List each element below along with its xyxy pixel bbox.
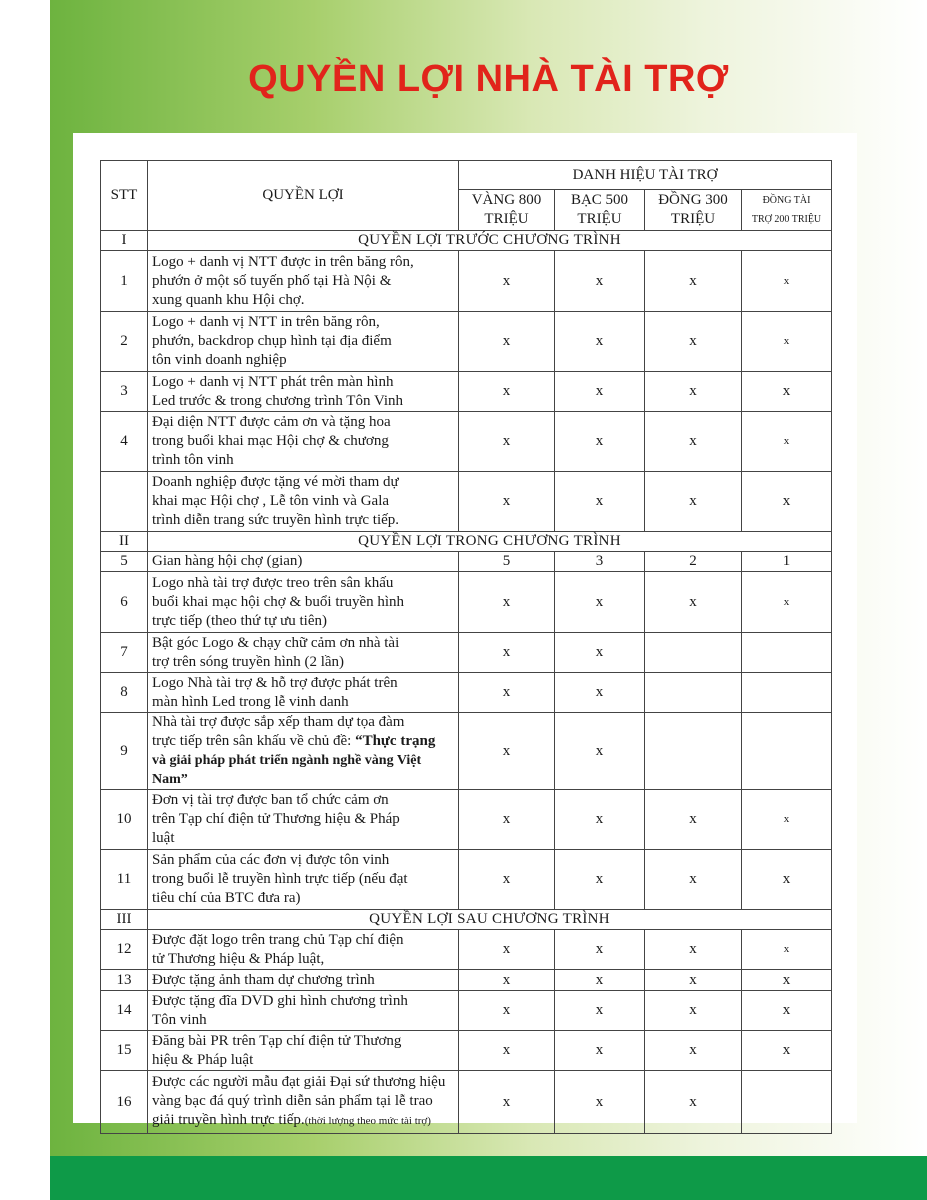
benefit-line: màn hình Led trong lễ vinh danh <box>152 693 349 710</box>
benefit-line: trực tiếp (theo thứ tự ưu tiên) <box>152 612 327 629</box>
benefit-line: Gian hàng hội chợ (gian) <box>152 553 303 569</box>
benefit-text <box>148 472 459 532</box>
tier-mark: x <box>645 970 742 991</box>
tier-mark: x <box>742 790 832 850</box>
tier-mark: x <box>645 251 742 312</box>
benefit-line: phướn ở một số tuyến phố tại Hà Nội & <box>152 272 392 289</box>
benefit-text <box>148 633 459 673</box>
tier-mark: x <box>555 472 645 532</box>
tier-mark: x <box>742 970 832 991</box>
tier-mark: x <box>645 1071 742 1134</box>
tier-mark: x <box>555 850 645 910</box>
table-row <box>101 790 832 850</box>
benefit-text <box>148 572 459 633</box>
table-body <box>101 231 832 1134</box>
row-number: 3 <box>101 372 148 412</box>
tier-mark: x <box>645 372 742 412</box>
tier-mark: x <box>459 991 555 1031</box>
tier-mark <box>742 633 832 673</box>
benefit-line: trong buổi lễ truyền hình trực tiếp (nếu đạt <box>152 871 408 887</box>
tier-mark: x <box>459 790 555 850</box>
row-number: 10 <box>101 790 148 850</box>
benefit-note: (thời lượng theo mức tài trợ) <box>304 1115 431 1127</box>
table-row <box>101 312 832 372</box>
tier-mark: x <box>459 930 555 970</box>
tier-mark: x <box>742 930 832 970</box>
tier-mark: x <box>742 572 832 633</box>
tier-mark: x <box>459 412 555 472</box>
tier-mark: x <box>459 633 555 673</box>
tier-mark: 3 <box>555 552 645 572</box>
tier-mark: x <box>555 1071 645 1134</box>
header-benefit: QUYỀN LỢI <box>148 161 459 231</box>
tier-mark: x <box>742 251 832 312</box>
benefit-line: buổi khai mạc hội chợ & buổi truyền hình <box>152 593 405 610</box>
tier-mark: 2 <box>645 552 742 572</box>
tier-mark: 5 <box>459 552 555 572</box>
section-title: QUYỀN LỢI TRONG CHƯƠNG TRÌNH <box>148 532 832 552</box>
tier-mark: x <box>555 970 645 991</box>
section-row <box>101 532 832 552</box>
tier-mark: x <box>555 312 645 372</box>
table-row <box>101 633 832 673</box>
benefit-text <box>148 850 459 910</box>
benefit-line: phướn, backdrop chụp hình tại địa điểm <box>152 333 392 349</box>
header-tier-bronze: ĐỒNG 300 TRIỆU <box>645 190 742 231</box>
benefit-line: Được các người mẫu đạt giải Đại sứ thương hiệu <box>152 1074 446 1090</box>
tier-mark <box>742 713 832 790</box>
table-row <box>101 1071 832 1134</box>
benefit-line: Tôn vinh <box>152 1011 207 1028</box>
tier-mark: x <box>555 673 645 713</box>
table-row <box>101 673 832 713</box>
benefit-line: Đăng bài PR trên Tạp chí điện tử Thương <box>152 1032 402 1049</box>
tier-mark: x <box>459 970 555 991</box>
header-tier-group: DANH HIỆU TÀI TRỢ <box>459 161 832 190</box>
benefit-line: tôn vinh doanh nghiệp <box>152 352 287 368</box>
section-title: QUYỀN LỢI SAU CHƯƠNG TRÌNH <box>148 910 832 930</box>
benefit-text <box>148 251 459 312</box>
tier-mark: x <box>742 372 832 412</box>
tier-mark: 1 <box>742 552 832 572</box>
tier-mark <box>742 1071 832 1134</box>
row-number: 16 <box>101 1071 148 1134</box>
tier-mark: x <box>742 991 832 1031</box>
header-tier-gold: VÀNG 800 TRIỆU <box>459 190 555 231</box>
benefit-line: hiệu & Pháp luật <box>152 1051 254 1068</box>
tier-mark: x <box>645 412 742 472</box>
tier-mark: x <box>555 790 645 850</box>
benefit-line: Logo Nhà tài trợ & hỗ trợ được phát trên <box>152 674 398 691</box>
row-number: 4 <box>101 412 148 472</box>
tier-mark: x <box>555 991 645 1031</box>
tier-mark: x <box>555 713 645 790</box>
table-row <box>101 372 832 412</box>
tier-mark: x <box>645 790 742 850</box>
tier-mark: x <box>645 1031 742 1071</box>
benefit-line: trên Tạp chí điện tử Thương hiệu & Pháp <box>152 811 400 827</box>
footer-bar <box>50 1156 927 1200</box>
table-row <box>101 552 832 572</box>
row-number <box>101 472 148 532</box>
benefit-line: luật <box>152 830 175 846</box>
tier-mark: x <box>555 930 645 970</box>
benefit-text <box>148 713 459 790</box>
benefit-text <box>148 552 459 572</box>
tier-mark: x <box>645 991 742 1031</box>
benefit-line: Logo + danh vị NTT phát trên màn hình <box>152 373 394 390</box>
tier-mark <box>645 633 742 673</box>
tier-mark: x <box>645 472 742 532</box>
row-number: 6 <box>101 572 148 633</box>
benefit-line: Được đặt logo trên trang chủ Tạp chí điện <box>152 931 404 948</box>
row-number: 7 <box>101 633 148 673</box>
benefit-line: Logo + danh vị NTT in trên băng rôn, <box>152 314 380 330</box>
benefit-text <box>148 372 459 412</box>
tier-mark: x <box>645 850 742 910</box>
table-row <box>101 412 832 472</box>
row-number: 8 <box>101 673 148 713</box>
benefit-line: Logo + danh vị NTT được in trên băng rôn, <box>152 253 414 270</box>
benefit-text <box>148 673 459 713</box>
header-stt: STT <box>101 161 148 231</box>
section-number: II <box>101 532 148 552</box>
benefit-text <box>148 1031 459 1071</box>
benefit-line: Led trước & trong chương trình Tôn Vinh <box>152 392 404 409</box>
benefit-line: Sản phẩm của các đơn vị được tôn vinh <box>152 852 390 868</box>
page-title: QUYỀN LỢI NHÀ TÀI TRỢ <box>248 58 729 100</box>
benefit-text <box>148 412 459 472</box>
benefit-line: tử Thương hiệu & Pháp luật, <box>152 950 325 967</box>
section-title: QUYỀN LỢI TRƯỚC CHƯƠNG TRÌNH <box>148 231 832 251</box>
tier-mark <box>645 673 742 713</box>
benefit-line: giải truyền hình trực tiếp. <box>152 1112 305 1128</box>
tier-mark: x <box>742 312 832 372</box>
table-row <box>101 991 832 1031</box>
benefit-line: trợ trên sóng truyền hình (2 lần) <box>152 653 345 670</box>
benefit-line: Được tặng ảnh tham dự chương trình <box>152 971 375 988</box>
benefit-line: trong buổi khai mạc Hội chợ & chương <box>152 433 389 449</box>
header-tier-co-sponsor: ĐỒNG TÀI TRỢ 200 TRIỆU <box>742 190 832 231</box>
tier-mark: x <box>555 1031 645 1071</box>
benefit-text <box>148 930 459 970</box>
table-row <box>101 850 832 910</box>
benefit-line: tiêu chí của BTC đưa ra) <box>152 890 301 906</box>
benefit-topic-line: và giải pháp phát triển ngành nghề vàng Việt Nam” <box>152 753 422 787</box>
sponsor-benefits-table <box>100 160 832 1134</box>
table-row <box>101 713 832 790</box>
section-row <box>101 910 832 930</box>
benefit-line: Bật góc Logo & chạy chữ cảm ơn nhà tài <box>152 634 400 651</box>
benefit-line: Đơn vị tài trợ được ban tổ chức cảm ơn <box>152 792 389 808</box>
benefit-line: Đại diện NTT được cảm ơn và tặng hoa <box>152 414 391 430</box>
tier-mark: x <box>645 312 742 372</box>
benefit-topic: “Thực trạng <box>355 733 436 749</box>
row-number: 15 <box>101 1031 148 1071</box>
tier-mark: x <box>555 412 645 472</box>
tier-mark: x <box>742 1031 832 1071</box>
benefit-text <box>148 970 459 991</box>
benefit-line: xung quanh khu Hội chợ. <box>152 291 305 308</box>
benefit-line: Được tặng đĩa DVD ghi hình chương trình <box>152 992 408 1009</box>
benefit-line: trình diễn trang sức truyền hình trực tiếp. <box>152 512 400 528</box>
tier-mark: x <box>459 251 555 312</box>
table-row <box>101 970 832 991</box>
benefit-line: Nhà tài trợ được sắp xếp tham dự tọa đàm <box>152 714 405 730</box>
tier-mark: x <box>742 850 832 910</box>
row-number: 12 <box>101 930 148 970</box>
tier-mark: x <box>459 1031 555 1071</box>
benefit-line: khai mạc Hội chợ , Lễ tôn vinh và Gala <box>152 493 390 509</box>
tier-mark <box>645 713 742 790</box>
table-row <box>101 251 832 312</box>
benefit-text <box>148 1071 459 1134</box>
benefit-text <box>148 991 459 1031</box>
row-number: 11 <box>101 850 148 910</box>
row-number: 2 <box>101 312 148 372</box>
benefit-line: vàng bạc đá quý trình diễn sản phẩm tại lễ trao <box>152 1093 433 1109</box>
table-row <box>101 572 832 633</box>
row-number: 5 <box>101 552 148 572</box>
tier-mark: x <box>459 372 555 412</box>
benefit-line: Logo nhà tài trợ được treo trên sân khấu <box>152 574 394 591</box>
tier-mark: x <box>742 472 832 532</box>
row-number: 13 <box>101 970 148 991</box>
table-row <box>101 1031 832 1071</box>
tier-mark: x <box>459 1071 555 1134</box>
tier-mark: x <box>459 673 555 713</box>
row-number: 14 <box>101 991 148 1031</box>
benefit-line: trực tiếp trên sân khấu về chủ đề: <box>152 733 352 749</box>
benefit-line: trình tôn vinh <box>152 452 234 468</box>
table-row <box>101 930 832 970</box>
tier-mark: x <box>645 572 742 633</box>
section-number: III <box>101 910 148 930</box>
benefit-text <box>148 790 459 850</box>
tier-mark <box>742 673 832 713</box>
table-row <box>101 472 832 532</box>
tier-mark: x <box>555 372 645 412</box>
tier-mark: x <box>459 312 555 372</box>
tier-mark: x <box>459 572 555 633</box>
tier-mark: x <box>459 713 555 790</box>
section-number: I <box>101 231 148 251</box>
tier-mark: x <box>459 472 555 532</box>
benefit-text <box>148 312 459 372</box>
header-tier-silver: BẠC 500 TRIỆU <box>555 190 645 231</box>
section-row <box>101 231 832 251</box>
row-number: 1 <box>101 251 148 312</box>
tier-mark: x <box>742 412 832 472</box>
benefit-line: Doanh nghiệp được tặng vé mời tham dự <box>152 474 399 490</box>
tier-mark: x <box>459 850 555 910</box>
tier-mark: x <box>555 251 645 312</box>
row-number: 9 <box>101 713 148 790</box>
tier-mark: x <box>555 633 645 673</box>
tier-mark: x <box>645 930 742 970</box>
tier-mark: x <box>555 572 645 633</box>
